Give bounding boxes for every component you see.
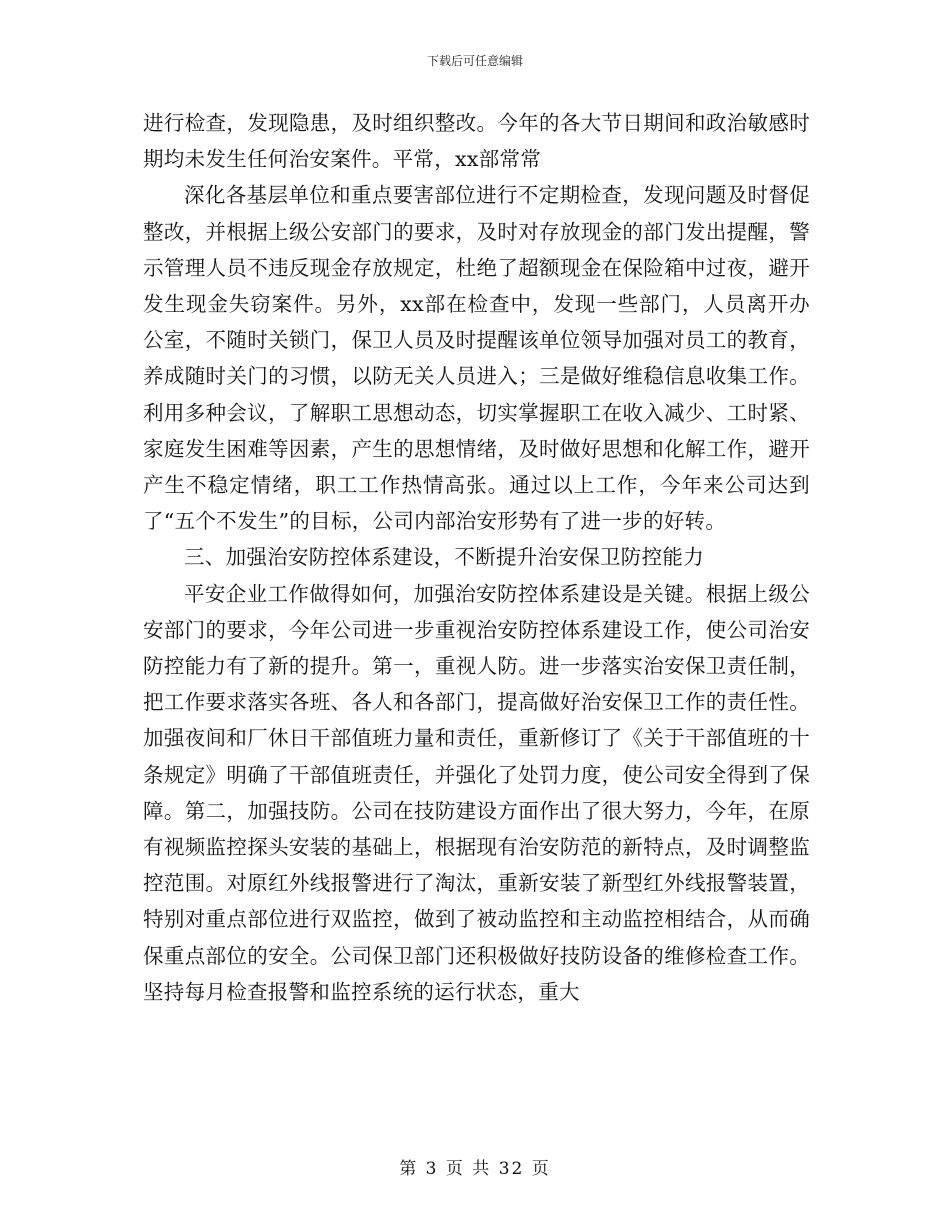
paragraph-2: 深化各基层单位和重点要害部位进行不定期检查，发现问题及时督促整改，并根据上级公安部门的要求，及时对存放现金的部门发出提醒，警示管理人员不违反现金存放规定，杜绝了超额现金在保险箱中过夜，避开发生现金失窃案件。另外，xx部在检查中，发现一些部门，人员离开办公室，不随时关锁门，保卫人员及时提醒该单位领导加强对员工的教育，养成随时关门的习惯，以防无关人员进入；三是做好维稳信息收集工作。利用多种会议，了解职工思想动态，切实掌握职工在收入减少、工时紧、家庭发生困难等因素，产生的思想情绪，及时做好思想和化解工作，避开产生不稳定情绪，职工工作热情高张。通过以上工作，今年来公司达到了“五个不发生”的目标，公司内部治安形势有了进一步的好转。 [143,183,810,534]
page-number: 第 3 页 共 32 页 [399,1159,551,1179]
paragraph-1: 进行检查，发现隐患，及时组织整改。今年的各大节日期间和政治敏感时期均未发生任何治安案件。平常，xx部常常 [143,111,810,172]
paragraph-4: 平安企业工作做得如何，加强治安防控体系建设是关键。根据上级公安部门的要求，今年公司进一步重视治安防控体系建设工作，使公司治安防控能力有了新的提升。第一，重视人防。进一步落实治安保卫责任制，把工作要求落实各班、各人和各部门，提高做好治安保卫工作的责任性。加强夜间和厂休日干部值班力量和责任，重新修订了《关于干部值班的十条规定》明确了干部值班责任，并强化了处罚力度，使公司安全得到了保障。第二，加强技防。公司在技防建设方面作出了很大努力，今年，在原有视频监控探头安装的基础上，根据现有治安防范的新特点，及时调整监控范围。对原红外线报警进行了淘汰，重新安装了新型红外线报警装置，特别对重点部位进行双监控，做到了被动监控和主动监控相结合，从而确保重点部位的安全。公司保卫部门还积极做好技防设备的维修检查工作。坚持每月检查报警和监控系统的运行状态，重大 [143,581,810,1004]
document-body [143,105,810,1010]
section-heading: 三、加强治安防控体系建设，不断提升治安保卫防控能力 [184,545,704,570]
header-note: 下载后可任意编辑 [426,54,523,68]
